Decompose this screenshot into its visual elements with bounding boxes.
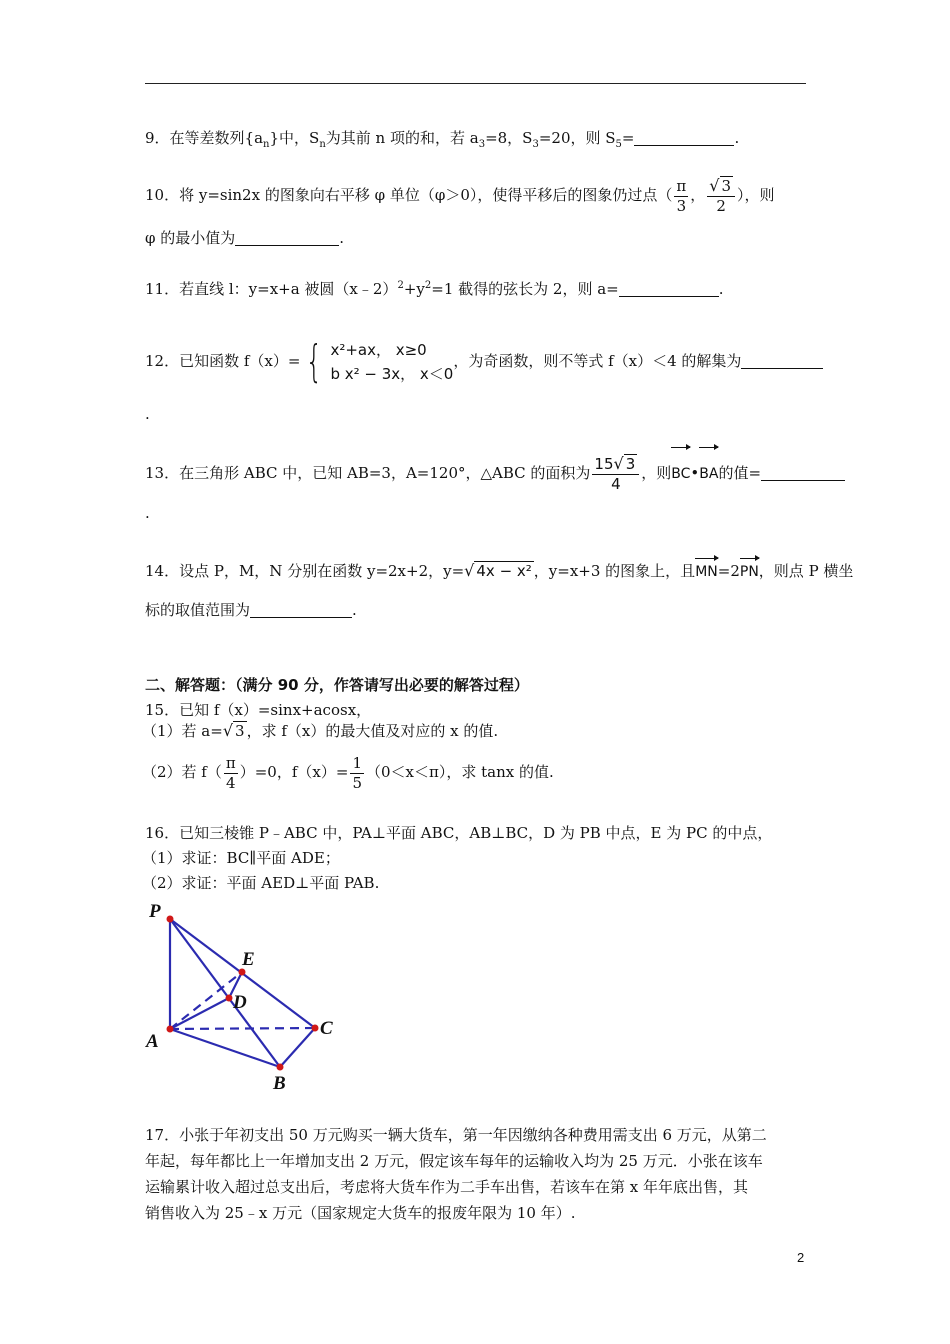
answer-blank[interactable] <box>235 229 339 246</box>
question-17-line1: 17．小张于年初支出 50 万元购买一辆大货车，第一年因缴纳各种费用需支出 6 万元，从第二 <box>145 1126 767 1144</box>
vertex-c <box>312 1025 319 1032</box>
question-10-line2: φ 的最小值为 . <box>145 229 345 247</box>
fraction: $\frac{1}{5}$ <box>352 753 362 792</box>
page-number: 2 <box>797 1250 805 1265</box>
answer-blank[interactable] <box>250 601 352 618</box>
header-rule <box>145 83 806 84</box>
edge-ad <box>170 998 229 1029</box>
question-12: 12．已知函数 f（x）= { x²+ax， x≥0 b x² − 3x， x＜0 ，为奇函数，则不等式 f（x）＜4 的解集为 <box>145 333 823 389</box>
question-15-part2: （2）若 f（ $\frac{\pi}{4}$ ）=0，f（x）= $\frac{1}{5}$ （0＜x＜π），求 tanx 的值. <box>142 753 554 792</box>
fraction: $\frac{√ 3}{2}$ <box>707 178 735 214</box>
answer-blank[interactable] <box>741 352 823 369</box>
question-15-part1: （1）若 a=√ 3 ，求 f（x）的最大值及对应的 x 的值. <box>142 721 499 740</box>
question-9: 9．在等差数列$\{a_n\}$中，$S_n$为其前 n 项的和，若 $a_3=8$，$S_3=20$，则 $S_5=$ . <box>145 129 740 150</box>
answer-blank[interactable] <box>619 280 719 297</box>
question-16-part2: （2）求证：平面 AED⊥平面 PAB. <box>142 874 380 892</box>
question-10: 10．将 y=sin2x 的图象向右平移 φ 单位（φ＞0），使得平移后的图象仍过点（ $\frac{\pi}{3}$ ， $\frac{√ 3}{2}$ ），则 <box>145 176 775 215</box>
question-13-dot: . <box>145 504 150 522</box>
vector-ba: BA <box>699 451 718 497</box>
label-d: D <box>233 992 247 1013</box>
edge-pb <box>170 919 280 1067</box>
label-b: B <box>273 1073 286 1094</box>
section-heading: 二、解答题：（满分 90 分，作答请写出必要的解答过程） <box>145 676 529 694</box>
question-15-title: 15．已知 f（x）=sinx+acosx， <box>145 701 372 719</box>
vector-mn: MN <box>695 564 718 580</box>
vector-pn: PN <box>739 564 759 580</box>
vertex-p <box>167 916 174 923</box>
question-14-line2: 标的取值范围为 . <box>145 601 357 619</box>
vertex-a <box>167 1026 174 1033</box>
piecewise-function: { x²+ax， x≥0 b x² − 3x， x＜0 <box>306 336 454 387</box>
question-16-title: 16．已知三棱锥 P﹣ABC 中，PA⊥平面 ABC，AB⊥BC，D 为 PB 中点，E 为 PC 的中点， <box>145 824 773 842</box>
vertex-d <box>226 995 233 1002</box>
label-c: C <box>320 1018 333 1039</box>
pyramid-figure <box>140 895 350 1095</box>
answer-blank[interactable] <box>761 464 845 481</box>
label-p: P <box>149 901 161 922</box>
question-17-line3: 运输累计收入超过总支出后，考虑将大货车作为二手车出售，若该车在第 x 年年底出售，其 <box>145 1178 748 1196</box>
label-e: E <box>242 949 255 970</box>
edge-bc <box>280 1028 315 1067</box>
fraction: $\frac{\pi}{4}$ <box>225 753 236 792</box>
radical: 4x − x² <box>476 562 532 580</box>
label-a: A <box>146 1031 159 1052</box>
answer-blank[interactable] <box>634 129 734 146</box>
question-17-line2: 年起，每年都比上一年增加支出 2 万元，假定该车每年的运输收入均为 25 万元．小张在该车 <box>145 1152 763 1170</box>
question-14: 14．设点 P，M，N 分别在函数 y=2x+2，y=√ 4x − x² ，y=x+3 的图象上，且MN=2PN，则点 P 横坐 <box>145 561 854 580</box>
fraction: $\frac{15√ 3}{4}$ <box>592 456 639 492</box>
question-11: 11．若直线 l：y=x+a 被圆$(x﹣2)^2+y^2=1$ 截得的弦长为 2，则 a= . <box>145 280 724 298</box>
vector-bc: BC <box>671 451 690 497</box>
question-17-line4: 销售收入为 25﹣x 万元（国家规定大货车的报废年限为 10 年）. <box>145 1204 576 1222</box>
fraction: $\frac{\pi}{3}$ <box>676 176 687 215</box>
edge-ab <box>170 1029 280 1067</box>
edge-ac <box>170 1028 315 1029</box>
vertex-b <box>277 1064 284 1071</box>
question-13: 13．在三角形 ABC 中，已知 AB=3，A=120°，△ABC 的面积为 $\frac{15√ 3}{4}$ ，则BC•BA的值= <box>145 450 845 497</box>
question-12-dot: . <box>145 405 150 423</box>
question-16-part1: （1）求证：BC∥平面 ADE； <box>142 849 340 867</box>
